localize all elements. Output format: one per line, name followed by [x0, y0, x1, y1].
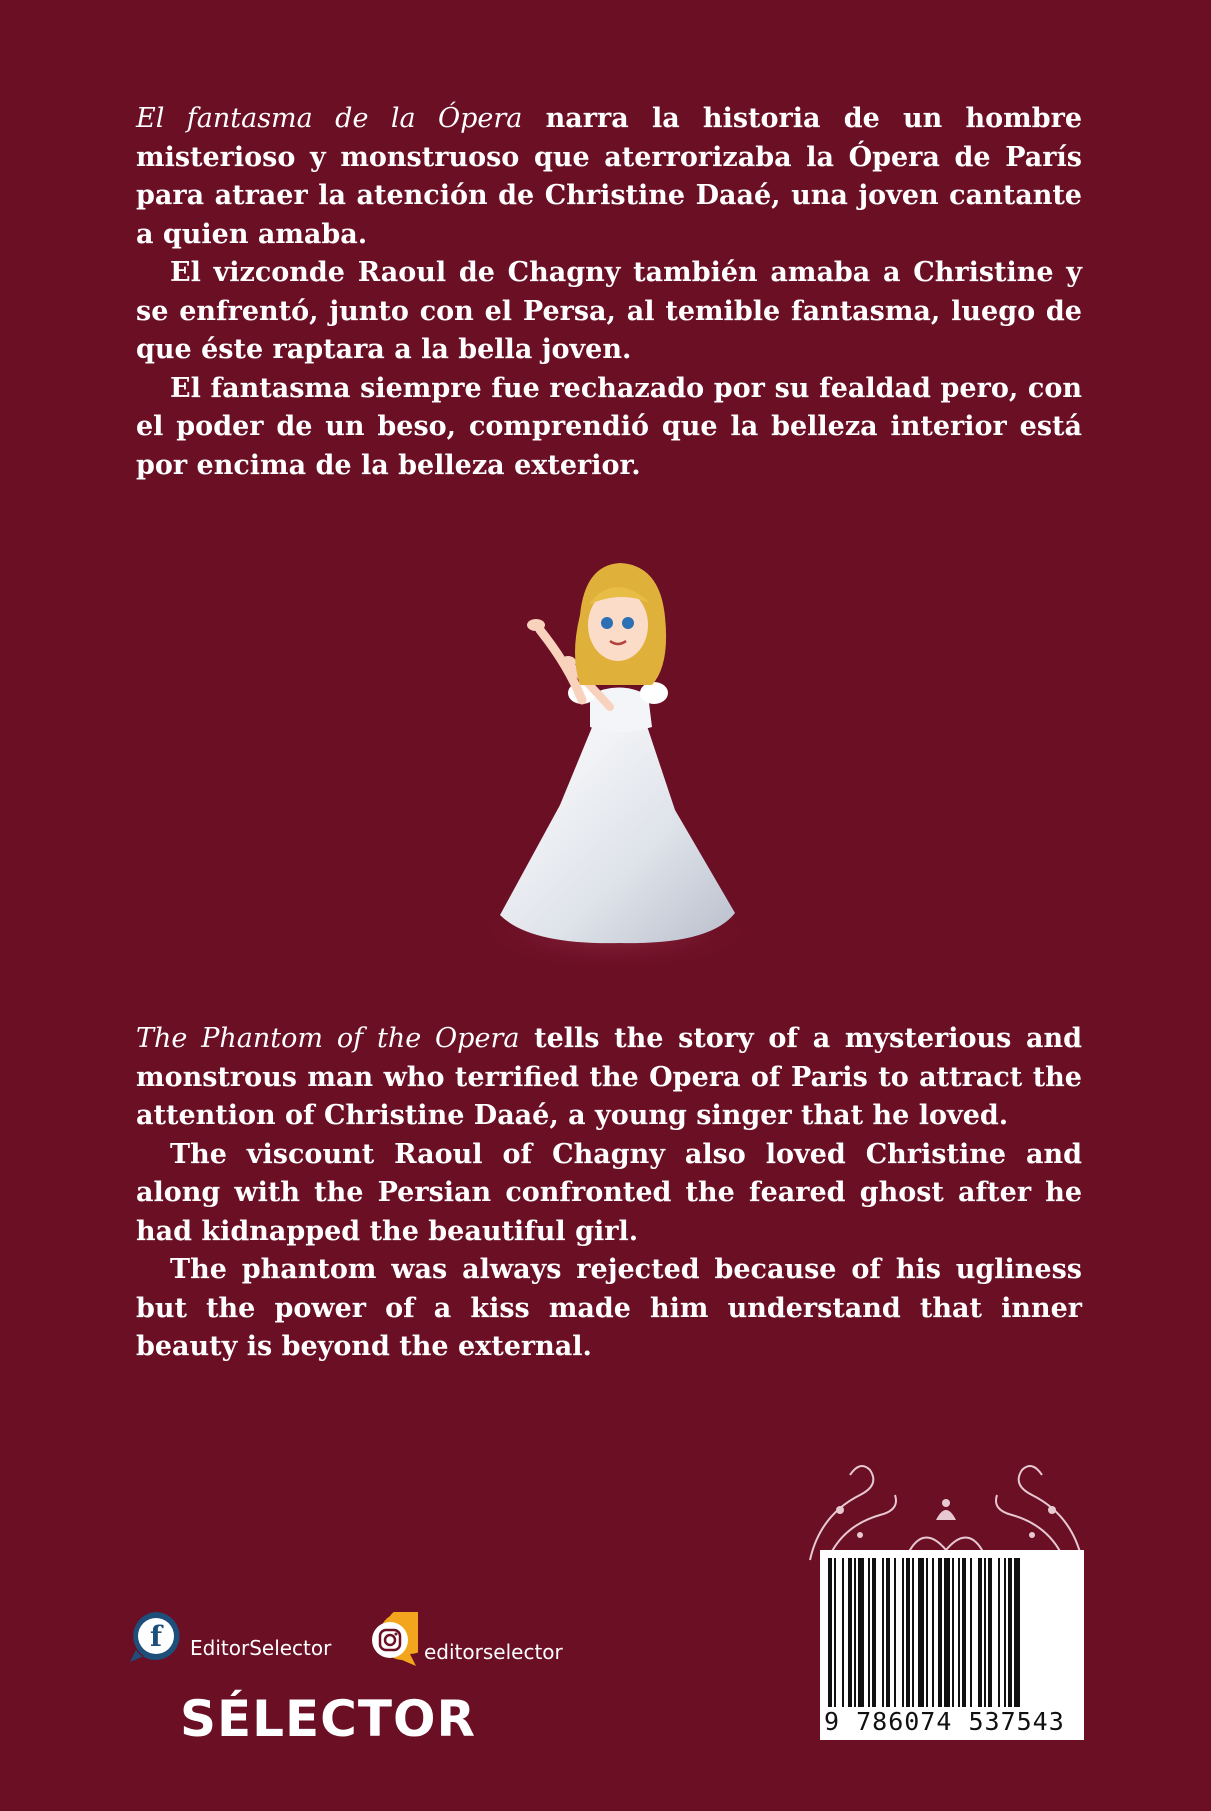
spanish-paragraph-3: El fantasma siempre fue rechazado por su fealdad pero, con el poder de un beso, comprendió que la belleza interior está por encima de la belleza exterior.	[136, 372, 1082, 481]
english-paragraph-3: The phantom was always rejected because of his ugliness but the power of a kiss made him understand that inner beauty is beyond the external.	[136, 1254, 1082, 1362]
publisher-logo: SÉLECTOR	[180, 1690, 476, 1748]
english-book-title: The Phantom of the Opera	[136, 1023, 520, 1054]
instagram-icon	[362, 1612, 418, 1668]
spanish-paragraph-2: El vizconde Raoul de Chagny también amaba a Christine y se enfrentó, junto con el Persa, al temible fantasma, luego de que éste raptara a la bella joven.	[136, 257, 1082, 365]
english-paragraph-1-text: tells the story of a mysterious and monstrous man who terrified the Opera of Paris to attract the attention of Christine Daaé, a young singer that he loved.	[136, 1023, 1083, 1131]
facebook-handle: EditorSelector	[190, 1636, 332, 1660]
spanish-paragraph-1	[136, 100, 1082, 254]
isbn-number: 9 786074 537543	[820, 1707, 1084, 1736]
isbn-barcode	[820, 1550, 1084, 1740]
christine-illustration	[470, 545, 770, 965]
english-synopsis	[136, 1020, 1082, 1367]
instagram-handle: editorselector	[424, 1640, 563, 1664]
facebook-link[interactable]	[128, 1608, 331, 1664]
english-paragraph-2: The viscount Raoul of Chagny also loved Christine and along with the Persian confronted the feared ghost after he had kidnapped the beautiful girl.	[136, 1138, 1082, 1247]
spanish-synopsis	[136, 100, 1082, 485]
svg-text:f: f	[149, 1620, 163, 1653]
spanish-paragraph-1-text: narra la historia de un hombre misterioso y monstruoso que aterrorizaba la Ópera de París para atraer la atención de Christine Daaé, una joven cantante a quien amaba.	[136, 103, 1082, 250]
english-paragraph-1	[136, 1020, 1082, 1136]
spanish-book-title: El fantasma de la Ópera	[136, 103, 523, 134]
facebook-icon	[128, 1608, 184, 1664]
instagram-link[interactable]	[362, 1612, 563, 1668]
